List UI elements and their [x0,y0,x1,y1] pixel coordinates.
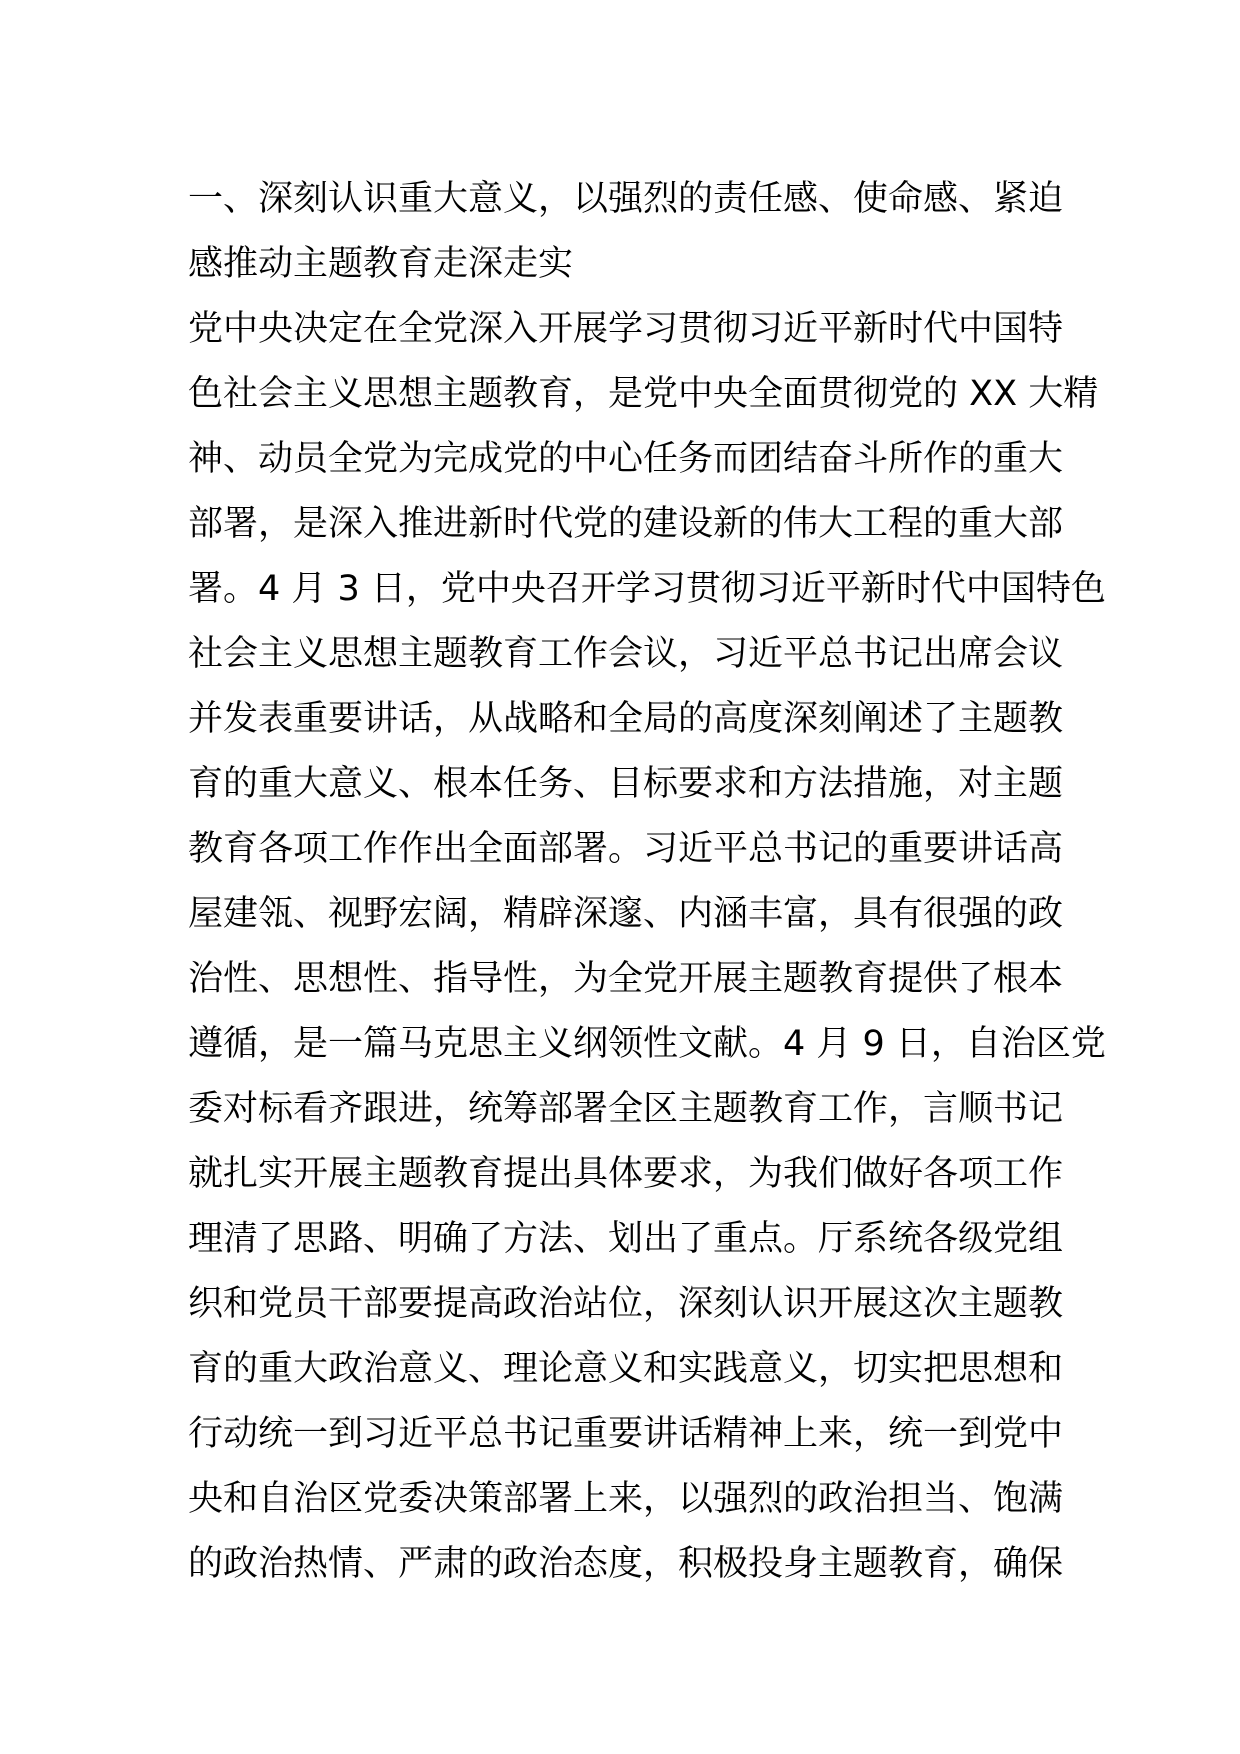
body-line: 治性、思想性、指导性，为全党开展主题教育提供了根本 [188,959,1064,999]
body-line: 社会主义思想主题教育工作会议，习近平总书记出席会议 [188,634,1064,674]
heading-line: 感推动主题教育走深走实 [188,244,574,284]
body-line: 织和党员干部要提高政治站位，深刻认识开展这次主题教 [188,1284,1064,1324]
document-text [188,167,1106,1597]
body-line: 屋建瓴、视野宏阔，精辟深邃、内涵丰富，具有很强的政 [188,894,1064,934]
section-heading [188,167,1064,297]
body-line: 育的重大意义、根本任务、目标要求和方法措施，对主题 [188,764,1064,804]
body-line: 部署，是深入推进新时代党的建设新的伟大工程的重大部 [188,504,1064,544]
body-line: 遵循，是一篇马克思主义纲领性文献。4 月 9 日，自治区党 [188,1024,1106,1064]
body-line: 署。4 月 3 日，党中央召开学习贯彻习近平新时代中国特色 [188,569,1106,609]
body-line: 党中央决定在全党深入开展学习贯彻习近平新时代中国特 [188,309,1064,349]
body-line: 委对标看齐跟进，统筹部署全区主题教育工作，言顺书记 [188,1089,1064,1129]
body-paragraph [188,297,1106,1597]
body-line: 神、动员全党为完成党的中心任务而团结奋斗所作的重大 [188,439,1064,479]
body-line: 理清了思路、明确了方法、划出了重点。厅系统各级党组 [188,1219,1064,1259]
body-line: 色社会主义思想主题教育，是党中央全面贯彻党的 XX 大精 [188,374,1099,414]
body-line: 并发表重要讲话，从战略和全局的高度深刻阐述了主题教 [188,699,1064,739]
body-line: 教育各项工作作出全面部署。习近平总书记的重要讲话高 [188,829,1064,869]
body-line: 育的重大政治意义、理论意义和实践意义，切实把思想和 [188,1349,1064,1389]
body-line: 央和自治区党委决策部署上来，以强烈的政治担当、饱满 [188,1479,1064,1519]
body-line: 就扎实开展主题教育提出具体要求，为我们做好各项工作 [188,1154,1064,1194]
body-line: 行动统一到习近平总书记重要讲话精神上来，统一到党中 [188,1414,1064,1454]
body-line: 的政治热情、严肃的政治态度，积极投身主题教育，确保 [188,1544,1064,1584]
heading-line: 一、深刻认识重大意义，以强烈的责任感、使命感、紧迫 [188,179,1064,219]
